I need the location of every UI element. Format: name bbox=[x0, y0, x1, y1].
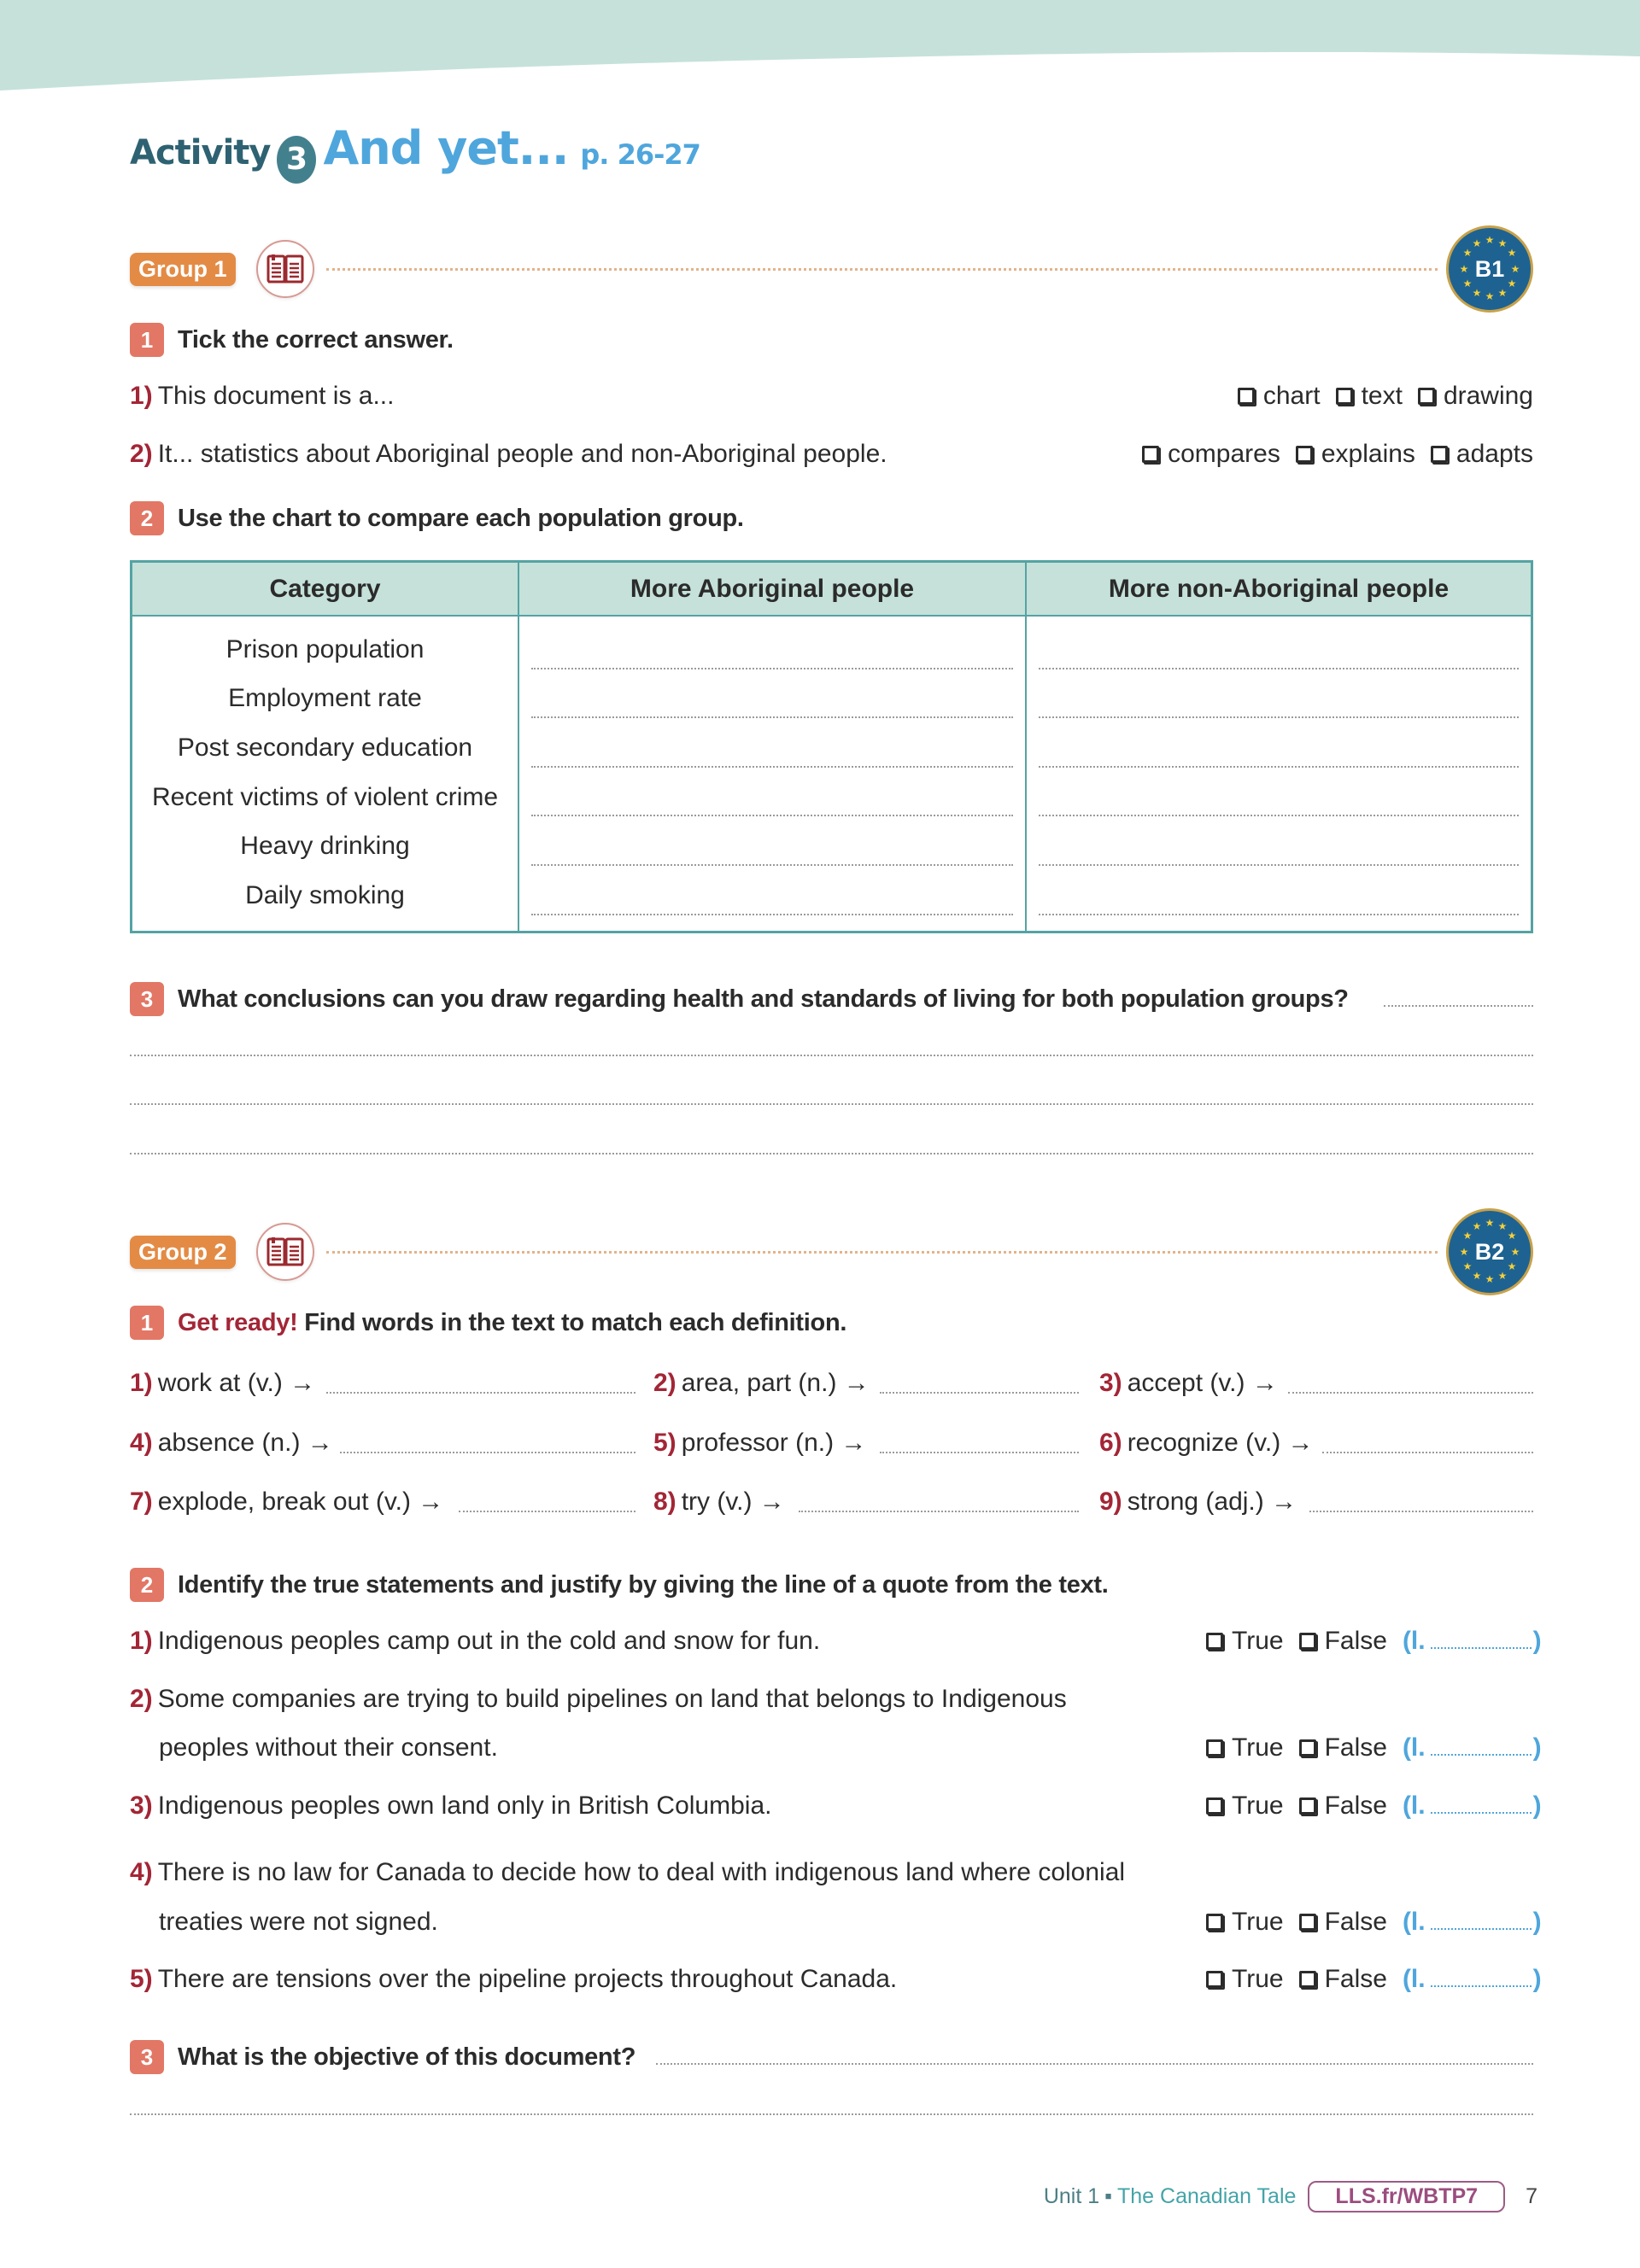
svg-text:★: ★ bbox=[1485, 290, 1495, 302]
answer-line[interactable] bbox=[340, 1452, 636, 1453]
svg-text:★: ★ bbox=[1462, 1230, 1473, 1242]
line-number-field[interactable] bbox=[1431, 1812, 1532, 1814]
true-option[interactable]: True bbox=[1206, 1733, 1284, 1762]
answer-line[interactable] bbox=[1384, 1005, 1533, 1007]
answer-line[interactable] bbox=[130, 1055, 1533, 1056]
checkbox-icon[interactable] bbox=[1431, 446, 1448, 463]
false-option[interactable]: False bbox=[1299, 1908, 1387, 1937]
false-option[interactable]: False bbox=[1299, 1965, 1387, 1994]
svg-text:★: ★ bbox=[1510, 1246, 1520, 1258]
svg-text:★: ★ bbox=[1472, 287, 1482, 299]
vocab-item-2: 2) area, part (n.) → bbox=[653, 1369, 870, 1397]
question-text: Tick the correct answer. bbox=[178, 325, 454, 354]
answer-line[interactable] bbox=[1027, 675, 1531, 724]
category-column bbox=[132, 617, 519, 931]
checkbox-icon[interactable] bbox=[1238, 388, 1255, 405]
vocab-item-4: 4) absence (n.) → bbox=[130, 1429, 333, 1457]
question-number: 1 bbox=[130, 1306, 164, 1340]
option-text[interactable]: text bbox=[1336, 382, 1403, 411]
comparison-table bbox=[130, 560, 1533, 933]
aboriginal-answer-column bbox=[519, 617, 1027, 931]
answer-line[interactable] bbox=[1288, 1392, 1533, 1394]
separator-dots bbox=[326, 1251, 1438, 1254]
activity-title bbox=[130, 121, 700, 178]
checkbox-icon[interactable] bbox=[1336, 388, 1353, 405]
answer-line[interactable] bbox=[519, 871, 1025, 921]
group2-badge: Group 2 bbox=[130, 1236, 236, 1269]
option-compares[interactable]: compares bbox=[1142, 440, 1280, 469]
option-adapts[interactable]: adapts bbox=[1431, 440, 1533, 469]
svg-text:★: ★ bbox=[1507, 247, 1517, 259]
true-option[interactable]: True bbox=[1206, 1965, 1284, 1994]
svg-text:★: ★ bbox=[1462, 1260, 1473, 1272]
line-reference[interactable]: (l. ) bbox=[1402, 1792, 1542, 1820]
vocab-item-6: 6) recognize (v.) → bbox=[1099, 1429, 1314, 1457]
answer-line[interactable] bbox=[1027, 871, 1531, 921]
g1-question-2 bbox=[130, 501, 744, 535]
svg-text:★: ★ bbox=[1507, 1230, 1517, 1242]
svg-text:★: ★ bbox=[1485, 1217, 1495, 1229]
page-footer bbox=[1044, 2181, 1538, 2212]
statement-3: 3) Indigenous peoples own land only in British Columbia. bbox=[130, 1792, 772, 1820]
svg-text:★: ★ bbox=[1497, 1220, 1508, 1232]
checkbox-icon[interactable] bbox=[1299, 1739, 1316, 1757]
answer-line[interactable] bbox=[1027, 773, 1531, 822]
question-text: Identify the true statements and justify by giving the line of a quote from the text. bbox=[178, 1570, 1109, 1599]
checkbox-icon[interactable] bbox=[1299, 1633, 1316, 1650]
table-header bbox=[132, 563, 1531, 617]
checkbox-icon[interactable] bbox=[1206, 1633, 1223, 1650]
option-chart[interactable]: chart bbox=[1238, 382, 1321, 411]
svg-text:★: ★ bbox=[1462, 247, 1473, 259]
line-reference[interactable]: (l. ) bbox=[1402, 1965, 1542, 1993]
answer-line[interactable] bbox=[799, 1511, 1079, 1512]
statement-2-answer bbox=[1206, 1733, 1542, 1762]
activity-number: 3 bbox=[277, 136, 316, 184]
online-code-link[interactable]: LLS.fr/WBTP7 bbox=[1308, 2181, 1505, 2212]
false-option[interactable]: False bbox=[1299, 1792, 1387, 1821]
checkbox-icon[interactable] bbox=[1299, 1797, 1316, 1815]
activity-heading: And yet... bbox=[323, 121, 569, 175]
line-number-field[interactable] bbox=[1431, 1985, 1532, 1987]
g1-q1-item-2: 2) It... statistics about Aboriginal people and non-Aboriginal people. bbox=[130, 440, 887, 468]
unit-title: The Canadian Tale bbox=[1117, 2184, 1297, 2208]
vocab-item-3: 3) accept (v.) → bbox=[1099, 1369, 1278, 1397]
false-option[interactable]: False bbox=[1299, 1627, 1387, 1656]
line-number-field[interactable] bbox=[1431, 1647, 1532, 1649]
vocab-item-5: 5) professor (n.) → bbox=[653, 1429, 867, 1457]
checkbox-icon[interactable] bbox=[1299, 1914, 1316, 1931]
checkbox-icon[interactable] bbox=[1299, 1971, 1316, 1988]
statement-5: 5) There are tensions over the pipeline projects throughout Canada. bbox=[130, 1965, 898, 1993]
non-aboriginal-answer-column bbox=[1027, 617, 1531, 931]
answer-line[interactable] bbox=[130, 1103, 1533, 1105]
answer-line[interactable] bbox=[1322, 1452, 1533, 1453]
activity-label: Activity bbox=[130, 133, 271, 172]
g2-question-1 bbox=[130, 1306, 846, 1340]
statement-4-answer bbox=[1206, 1908, 1542, 1937]
level-label: B2 bbox=[1474, 1238, 1505, 1265]
statement-3-answer bbox=[1206, 1792, 1542, 1821]
g1-q1-item-1-options bbox=[1238, 382, 1533, 411]
line-number-field[interactable] bbox=[1431, 1928, 1532, 1930]
bullet-separator: ▪ bbox=[1104, 2184, 1112, 2208]
checkbox-icon[interactable] bbox=[1296, 446, 1313, 463]
table-row-label: Heavy drinking bbox=[240, 832, 410, 861]
question-number: 3 bbox=[130, 982, 164, 1016]
question-text: Get ready! Find words in the text to match each definition. bbox=[178, 1308, 847, 1336]
question-number: 3 bbox=[130, 2040, 164, 2074]
svg-text:★: ★ bbox=[1485, 234, 1495, 246]
checkbox-icon[interactable] bbox=[1206, 1971, 1223, 1988]
svg-text:★: ★ bbox=[1472, 1270, 1482, 1282]
group2-header bbox=[130, 1207, 1533, 1296]
header-more-non-aboriginal: More non-Aboriginal people bbox=[1108, 574, 1450, 603]
line-reference[interactable]: (l. ) bbox=[1402, 1733, 1542, 1762]
header-more-aboriginal: More Aboriginal people bbox=[519, 563, 1027, 615]
g1-question-1 bbox=[130, 323, 454, 357]
statement-4-cont: treaties were not signed. bbox=[159, 1908, 438, 1936]
vocab-item-7: 7) explode, break out (v.) → bbox=[130, 1488, 444, 1516]
table-row-label: Daily smoking bbox=[245, 880, 405, 909]
option-explains[interactable]: explains bbox=[1296, 440, 1415, 469]
svg-text:★: ★ bbox=[1462, 278, 1473, 289]
g2-question-3 bbox=[130, 2040, 636, 2074]
table-body bbox=[132, 617, 1531, 931]
svg-text:★: ★ bbox=[1459, 263, 1469, 275]
answer-line[interactable] bbox=[1309, 1511, 1533, 1512]
header-wave bbox=[0, 0, 1640, 94]
question-number: 2 bbox=[130, 1568, 164, 1602]
table-row-label: Employment rate bbox=[228, 684, 422, 713]
svg-text:★: ★ bbox=[1459, 1246, 1469, 1258]
table-row-label: Post secondary education bbox=[177, 733, 473, 762]
page-number: 7 bbox=[1526, 2184, 1538, 2208]
answer-line[interactable] bbox=[519, 675, 1025, 724]
open-book-icon bbox=[256, 1223, 314, 1281]
svg-text:★: ★ bbox=[1510, 263, 1520, 275]
answer-line[interactable] bbox=[519, 723, 1025, 773]
line-reference[interactable]: (l. ) bbox=[1402, 1627, 1542, 1655]
checkbox-icon[interactable] bbox=[1206, 1739, 1223, 1757]
statement-1-answer bbox=[1206, 1627, 1542, 1656]
answer-line[interactable] bbox=[1027, 625, 1531, 675]
table-row-label: Prison population bbox=[226, 634, 425, 663]
answer-line[interactable] bbox=[130, 2113, 1533, 2115]
checkbox-icon[interactable] bbox=[1142, 446, 1159, 463]
line-number-field[interactable] bbox=[1431, 1754, 1532, 1756]
statement-4: 4) There is no law for Canada to decide how to deal with indigenous land where colonial bbox=[130, 1858, 1126, 1886]
svg-text:★: ★ bbox=[1497, 237, 1508, 249]
g1-q1-item-1: 1) This document is a... bbox=[130, 382, 395, 410]
g1-q1-item-2-options bbox=[1142, 440, 1533, 469]
question-number: 1 bbox=[130, 323, 164, 357]
g1-question-3 bbox=[130, 982, 1349, 1016]
answer-line[interactable] bbox=[459, 1511, 636, 1512]
separator-dots bbox=[326, 268, 1438, 271]
false-option[interactable]: False bbox=[1299, 1733, 1387, 1762]
answer-line[interactable] bbox=[1027, 821, 1531, 871]
table-row-label: Recent victims of violent crime bbox=[151, 782, 499, 811]
answer-line[interactable] bbox=[880, 1452, 1079, 1453]
answer-line[interactable] bbox=[326, 1392, 636, 1394]
level-badge-b1 bbox=[1446, 225, 1533, 313]
svg-text:★: ★ bbox=[1497, 1270, 1508, 1282]
vocab-item-1: 1) work at (v.) → bbox=[130, 1369, 316, 1397]
answer-line[interactable] bbox=[880, 1392, 1079, 1394]
checkbox-icon[interactable] bbox=[1206, 1797, 1223, 1815]
g2-question-2 bbox=[130, 1568, 1109, 1602]
checkbox-icon[interactable] bbox=[1418, 388, 1435, 405]
answer-line[interactable] bbox=[519, 773, 1025, 822]
true-option[interactable]: True bbox=[1206, 1627, 1284, 1656]
statement-5-answer bbox=[1206, 1965, 1542, 1994]
answer-line[interactable] bbox=[1027, 723, 1531, 773]
level-label: B1 bbox=[1474, 255, 1505, 282]
svg-text:★: ★ bbox=[1472, 237, 1482, 249]
statement-2-cont: peoples without their consent. bbox=[159, 1733, 498, 1762]
option-drawing[interactable]: drawing bbox=[1418, 382, 1533, 411]
vocab-item-9: 9) strong (adj.) → bbox=[1099, 1488, 1297, 1516]
answer-line[interactable] bbox=[130, 1153, 1533, 1154]
svg-text:★: ★ bbox=[1472, 1220, 1482, 1232]
answer-line[interactable] bbox=[519, 821, 1025, 871]
statement-1: 1) Indigenous peoples camp out in the cold and snow for fun. bbox=[130, 1627, 821, 1655]
answer-line[interactable] bbox=[519, 625, 1025, 675]
true-option[interactable]: True bbox=[1206, 1908, 1284, 1937]
group1-badge: Group 1 bbox=[130, 253, 236, 286]
svg-text:★: ★ bbox=[1507, 278, 1517, 289]
checkbox-icon[interactable] bbox=[1206, 1914, 1223, 1931]
true-option[interactable]: True bbox=[1206, 1792, 1284, 1821]
question-text: Use the chart to compare each population group. bbox=[178, 504, 744, 532]
answer-line[interactable] bbox=[656, 2063, 1533, 2065]
svg-text:★: ★ bbox=[1497, 287, 1508, 299]
group1-header bbox=[130, 225, 1533, 313]
question-text: What is the objective of this document? bbox=[178, 2043, 636, 2071]
unit-label: Unit 1 bbox=[1043, 2184, 1100, 2208]
vocab-item-8: 8) try (v.) → bbox=[653, 1488, 785, 1516]
header-category: Category bbox=[132, 563, 519, 615]
get-ready-label: Get ready! bbox=[178, 1308, 298, 1336]
open-book-icon bbox=[256, 240, 314, 298]
svg-text:★: ★ bbox=[1507, 1260, 1517, 1272]
line-reference[interactable]: (l. ) bbox=[1402, 1908, 1542, 1936]
question-number: 2 bbox=[130, 501, 164, 535]
page-reference: p. 26-27 bbox=[580, 138, 700, 171]
svg-text:★: ★ bbox=[1485, 1273, 1495, 1285]
level-badge-b2 bbox=[1446, 1208, 1533, 1295]
question-text: What conclusions can you draw regarding health and standards of living for both population groups? bbox=[178, 985, 1349, 1013]
statement-2: 2) Some companies are trying to build pipelines on land that belongs to Indigenous bbox=[130, 1685, 1067, 1713]
